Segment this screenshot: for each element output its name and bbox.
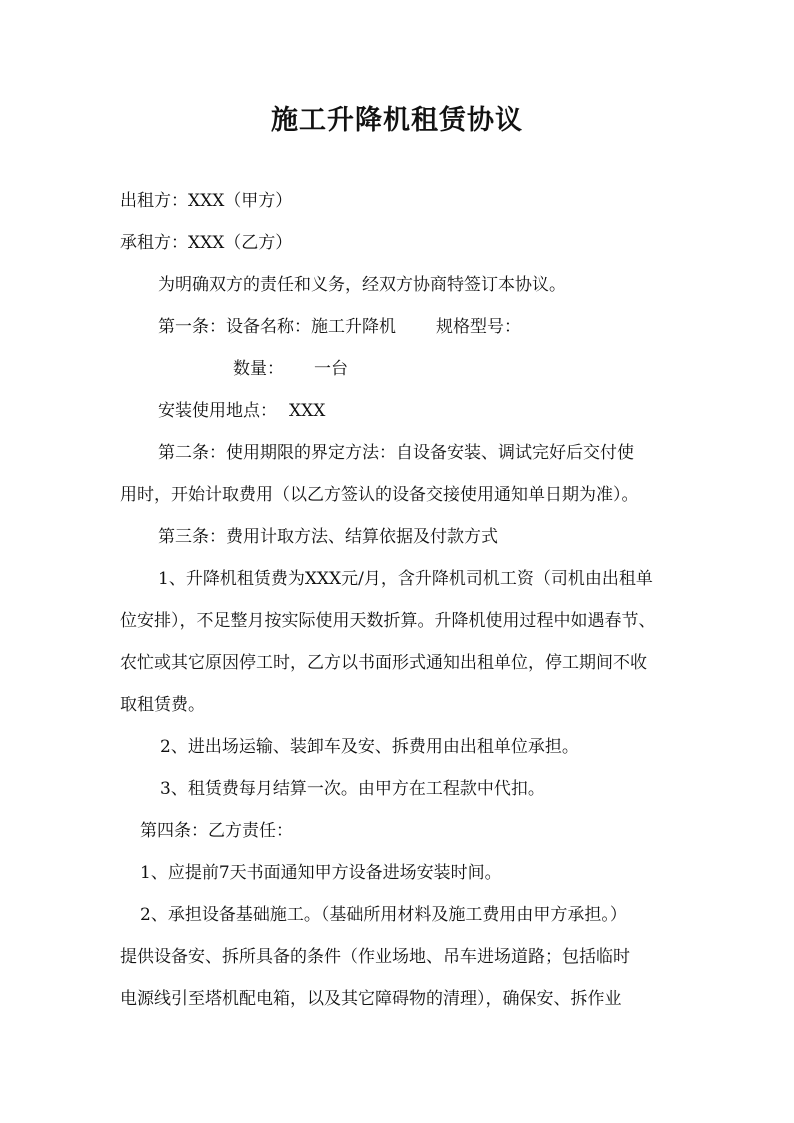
article1-spec: 规格型号：: [436, 317, 521, 337]
article4-line-3: 提供设备安、拆所具备的条件（作业场地、吊车进场道路；包括临时: [120, 947, 630, 967]
article3-item1-line-4: 取租赁费。: [120, 695, 205, 715]
article3-item1-line-1: 1、升降机租赁费为XXX元/月，含升降机司机工资（司机由出租单: [158, 569, 653, 589]
article4-line-4: 电源线引至塔机配电箱，以及其它障碍物的清理），确保安、拆作业: [120, 989, 622, 1009]
quantity-value: 一台: [314, 359, 348, 379]
article4-heading: 第四条：乙方责任：: [140, 821, 293, 841]
location-line: [158, 400, 325, 422]
quantity-line: [233, 358, 348, 380]
article1-line: [158, 316, 521, 338]
article3-item1-line-3: 农忙或其它原因停工时，乙方以书面形式通知出租单位，停工期间不收: [120, 653, 647, 673]
article3-item2: 2、进出场运输、装卸车及安、拆费用由出租单位承担。: [160, 737, 579, 757]
lessor-line: 出租方：XXX（甲方）: [120, 191, 293, 211]
document-title: 施工升降机租赁协议: [271, 105, 523, 136]
location-value: XXX: [289, 401, 326, 421]
quantity-label: 数量：: [233, 359, 284, 379]
article3-heading: 第三条：费用计取方法、结算依据及付款方式: [158, 527, 498, 547]
article2-line-1: 第二条：使用期限的界定方法：自设备安装、调试完好后交付使: [158, 443, 634, 463]
intro-paragraph: 为明确双方的责任和义务，经双方协商特签订本协议。: [158, 275, 566, 295]
location-label: 安装使用地点：: [158, 401, 277, 421]
article3-item1-line-2: 位安排），不足整月按实际使用天数折算。升降机使用过程中如遇春节、: [120, 611, 656, 631]
article2-line-2: 用时，开始计取费用（以乙方签认的设备交接使用通知单日期为准）。: [120, 485, 639, 505]
article3-item3: 3、租赁费每月结算一次。由甲方在工程款中代扣。: [160, 779, 545, 799]
article4-item2: 2、承担设备基础施工。（基础所用材料及施工费用由甲方承担。）: [140, 905, 627, 925]
lessee-line: 承租方：XXX（乙方）: [120, 233, 293, 253]
article1-label: 第一条：设备名称：施工升降机: [158, 317, 396, 337]
article4-item1: 1、应提前7天书面通知甲方设备进场安装时间。: [140, 863, 502, 883]
